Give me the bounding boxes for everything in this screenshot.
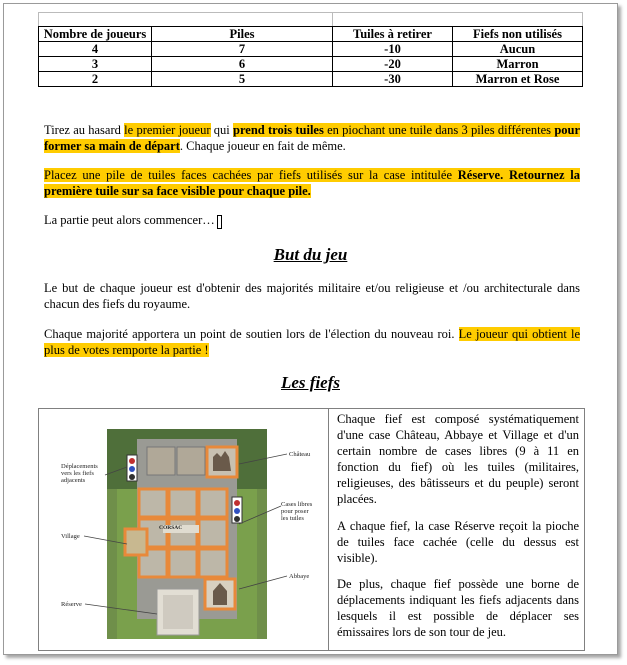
label-abbaye: Abbaye [289, 573, 310, 580]
table-cell: 4 [39, 42, 152, 57]
movement-description: De plus, chaque fief possède une borne de déplacements indiquant les fiefs adjacents dans lesquels il est possible de déplacer ses émissaires lors de son tour de jeu. [337, 577, 579, 639]
table-header: Tuiles à retirer [333, 27, 453, 42]
table-row [39, 57, 583, 72]
text-cursor [217, 215, 222, 229]
label-cases-libres: Cases libres pour poser les tuiles [281, 501, 313, 522]
reserve-description: A chaque fief, la case Réserve reçoit la pioche de tuiles face cachée (celle du dessus est visible). [337, 519, 579, 565]
leader-lines [39, 409, 328, 650]
table-cell: 2 [39, 72, 152, 87]
heading-but-du-jeu: But du jeu [273, 245, 348, 264]
label-reserve: Réserve [61, 601, 82, 608]
paragraph-first-player: Tirez au hasard le premier joueur qui prend trois tuiles en piochant une tuile dans 3 piles différentes pour former sa main de départ. Chaque joueur en fait de même. [44, 123, 581, 153]
box-divider [328, 409, 329, 650]
paragraph-reserve: Placez une pile de tuiles faces cachées par fiefs utilisés sur la case intitulée Réserve. Retournez la première tuile sur sa face visible pour chaque pile. [44, 168, 580, 198]
table-cell: 7 [152, 42, 333, 57]
fiefs-box [38, 408, 585, 651]
table-header: Piles [152, 27, 333, 42]
table-row [39, 42, 583, 57]
table-header: Fiefs non utilisés [453, 27, 583, 42]
table-cell: 6 [152, 57, 333, 72]
table-cell: -20 [333, 57, 453, 72]
table-cell: Marron et Rose [453, 72, 583, 87]
document-page [3, 3, 618, 655]
table-top-row [39, 13, 583, 27]
table-cell: Aucun [453, 42, 583, 57]
table-header-row [39, 27, 583, 42]
players-table [38, 12, 583, 87]
table-cell: Marron [453, 57, 583, 72]
fief-description: Chaque fief est composé systématiquement d'une case Château, Abbaye et Village et d'un certain nombre de cases libres (9 à 11 en fonction du fief) où les tuiles (militaires, religieuses, des bâtisseurs et du peuple) seront placées. [337, 412, 579, 506]
paragraph-goal: Le but de chaque joueur est d'obtenir des majorités militaire et/ou religieuse et /ou architecturale dans chacun des fiefs du royaume. [44, 281, 580, 311]
table-cell: -30 [333, 72, 453, 87]
label-village: Village [61, 533, 80, 540]
board-label: CORSAC [159, 525, 183, 531]
paragraph-start: La partie peut alors commencer… [44, 213, 215, 227]
table-row [39, 72, 583, 87]
table-cell: 3 [39, 57, 152, 72]
table-cell: -10 [333, 42, 453, 57]
paragraph-majority: Chaque majorité apportera un point de soutien lors de l'élection du nouveau roi. Le joueur qui obtient le plus de votes remporte la partie ! [44, 327, 581, 357]
label-deplacements: Déplacements vers les fiefs adjacents [61, 463, 98, 484]
table-cell: 5 [152, 72, 333, 87]
label-chateau: Château [289, 451, 311, 458]
heading-les-fiefs: Les fiefs [280, 373, 340, 392]
table-header: Nombre de joueurs [39, 27, 152, 42]
